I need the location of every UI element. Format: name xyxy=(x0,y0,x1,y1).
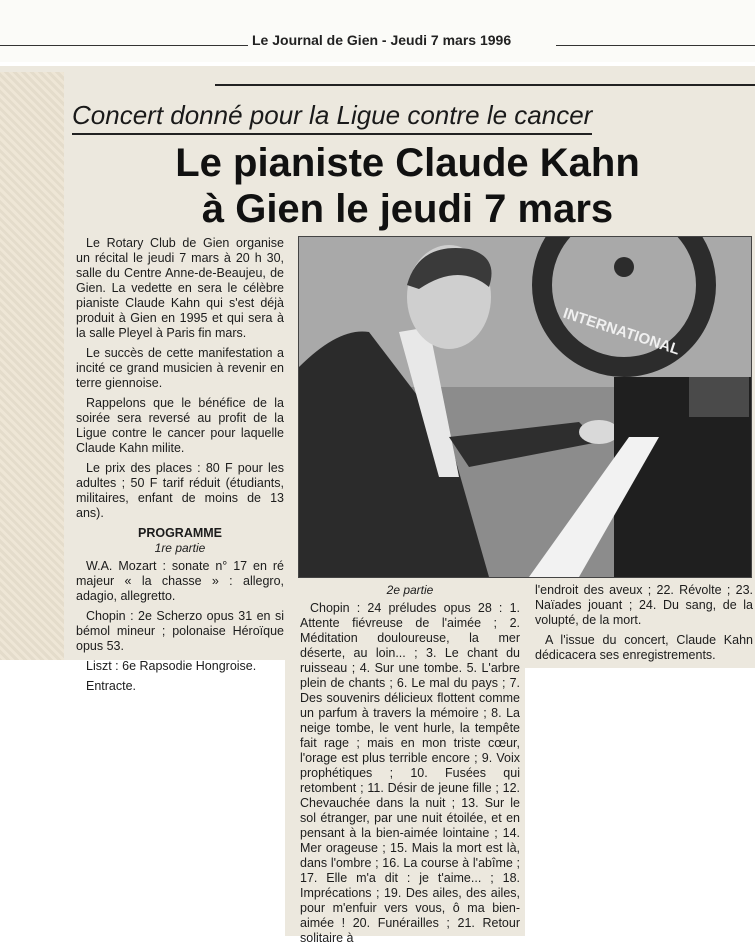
article-column-1 xyxy=(76,236,284,699)
masthead-rule-left xyxy=(0,45,248,46)
rotary-hub-icon xyxy=(614,257,634,277)
blank-area-left xyxy=(0,660,285,936)
programme-title: PROGRAMME xyxy=(137,526,223,540)
blank-area-right xyxy=(525,668,755,936)
programme-intermission: Entracte. xyxy=(86,679,137,693)
article-column-2 xyxy=(300,583,520,951)
programme-preludes: Chopin : 24 préludes opus 28 : 1. Attente fiévreuse de l'aimée ; 2. Méditation douloureuse, la mer déserte, au loin... ; 3. Le chant du ruisseau ; 4. Sur une tombe. 5. L'arbre plein de chants ; 6. Le mal du pays ; 7. Des souvenirs délicieux flottent comme un parfum à travers la mémoire ; 8. La neige tombe, le vent hurle, la tempête fait rage ; mais en mon triste cœur, l'orage est plus terrible encore ; 9. Voix prophétiques ; 10. Fusées qui retombent ; 11. Désir de jeune fille ; 12. Chevauchée dans la nuit ; 13. Sur le sol étranger, par une nuit étoilée, et en pensant à la bien-aimée lointaine ; 14. Mer orageuse ; 15. Mais la mort est là, dans l'ombre ; 16. La course à l'abîme ; 17. Elle m'a dit : je t'aime... ; 18. Imprécations ; 19. Des ailes, des ailes, pour m'enfuir vers vous, ô ma bien-aimée ! 20. Funérailles ; 21. Retour solitaire à xyxy=(300,601,520,945)
adjacent-column-strip xyxy=(0,72,64,662)
masthead xyxy=(0,0,755,62)
article-column-3 xyxy=(535,583,753,668)
piano-lid xyxy=(689,377,749,417)
paragraph-prices: Le prix des places : 80 F pour les adultes ; 50 F tarif réduit (étudiants, militaires, enfant de moins de 13 ans). xyxy=(76,461,284,520)
pianist-photo xyxy=(298,236,752,578)
headline-line-2: à Gien le jeudi 7 mars xyxy=(201,187,614,231)
programme-liszt: Liszt : 6e Rapsodie Hongroise. xyxy=(86,659,257,673)
rotary-sign-text: INTERNATIONAL xyxy=(561,304,682,359)
part-1-title: 1re partie xyxy=(154,541,206,555)
pianist-hand xyxy=(579,420,619,444)
paragraph-intro: Le Rotary Club de Gien organise un récital le jeudi 7 mars à 20 h 30, salle du Centre Anne-de-Beaujeu, de Gien. La vedette en sera le célèbre pianiste Claude Kahn qui s'est déjà produit à Gien en 1995 et qui sera à la salle Pleyel à Paris fin mars. xyxy=(76,236,284,340)
paragraph-signing: A l'issue du concert, Claude Kahn dédicacera ses enregistrements. xyxy=(535,633,753,662)
masthead-rule-right xyxy=(556,45,755,46)
article-headline xyxy=(60,140,755,232)
part-2-title: 2e partie xyxy=(386,583,434,597)
header-rule xyxy=(215,84,755,86)
headline-line-1: Le pianiste Claude Kahn xyxy=(175,141,640,185)
photo-illustration xyxy=(299,237,751,577)
programme-chopin: Chopin : 2e Scherzo opus 31 en si bémol mineur ; polonaise Héroïque opus 53. xyxy=(76,609,284,653)
paragraph-benefit: Rappelons que le bénéfice de la soirée sera reversé au profit de la Ligue contre le cancer pour laquelle Claude Kahn milite. xyxy=(76,396,284,455)
masthead-title: Le Journal de Gien - Jeudi 7 mars 1996 xyxy=(252,32,512,48)
paragraph-success: Le succès de cette manifestation a incité ce grand musicien à revenir en terre giennoise. xyxy=(76,346,284,390)
article-kicker: Concert donné pour la Ligue contre le cancer xyxy=(72,100,592,135)
programme-mozart: W.A. Mozart : sonate n° 17 en ré majeur « la chasse » : allegro, adagio, allegretto. xyxy=(76,559,284,603)
programme-preludes-continued: l'endroit des aveux ; 22. Révolte ; 23. Naïades jouant ; 24. Du sang, de la volupté, de la mort. xyxy=(535,583,753,627)
